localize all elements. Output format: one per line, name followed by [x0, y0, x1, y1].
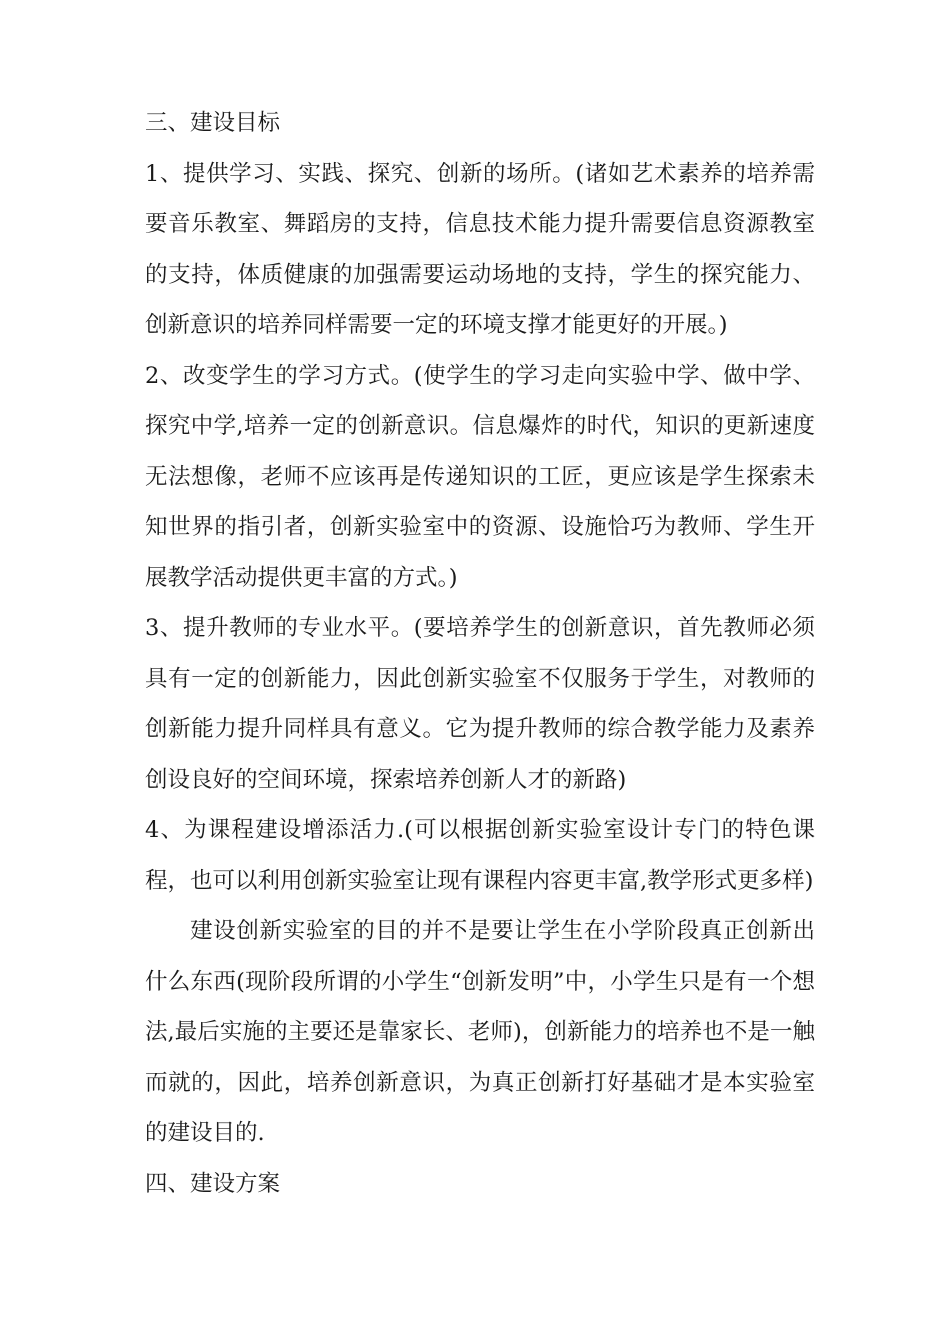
document-body: [145, 98, 815, 1209]
summary-paragraph: 建设创新实验室的目的并不是要让学生在小学阶段真正创新出什么东西(现阶段所谓的小学生“创新发明”中，小学生只是有一个想法,最后实施的主要还是靠家长、老师)，创新能力的培养也不是一触而就的，因此，培养创新意识，为真正创新打好基础才是本实验室的建设目的.: [145, 918, 815, 1146]
goal-item-1: 1、提供学习、实践、探究、创新的场所。(诸如艺术素养的培养需要音乐教室、舞蹈房的支持，信息技术能力提升需要信息资源教室的支持，体质健康的加强需要运动场地的支持，学生的探究能力、创新意识的培养同样需要一定的环境支撑才能更好的开展。): [145, 160, 815, 338]
section-heading-plan: 四、建设方案: [145, 1170, 281, 1197]
goal-item-2: 2、改变学生的学习方式。(使学生的学习走向实验中学、做中学、探究中学,培养一定的创新意识。信息爆炸的时代，知识的更新速度无法想像，老师不应该再是传递知识的工匠，更应该是学生探索未知世界的指引者，创新实验室中的资源、设施恰巧为教师、学生开展教学活动提供更丰富的方式。): [145, 362, 815, 591]
section-heading-goals: 三、建设目标: [145, 110, 281, 136]
goal-item-4: 4、为课程建设增添活力.(可以根据创新实验室设计专门的特色课程，也可以利用创新实验室让现有课程内容更丰富,教学形式更多样): [145, 817, 815, 894]
goal-item-3: 3、提升教师的专业水平。(要培养学生的创新意识，首先教师必须具有一定的创新能力，因此创新实验室不仅服务于学生，对教师的创新能力提升同样具有意义。它为提升教师的综合教学能力及素养创设良好的空间环境，探索培养创新人才的新路): [145, 615, 815, 793]
